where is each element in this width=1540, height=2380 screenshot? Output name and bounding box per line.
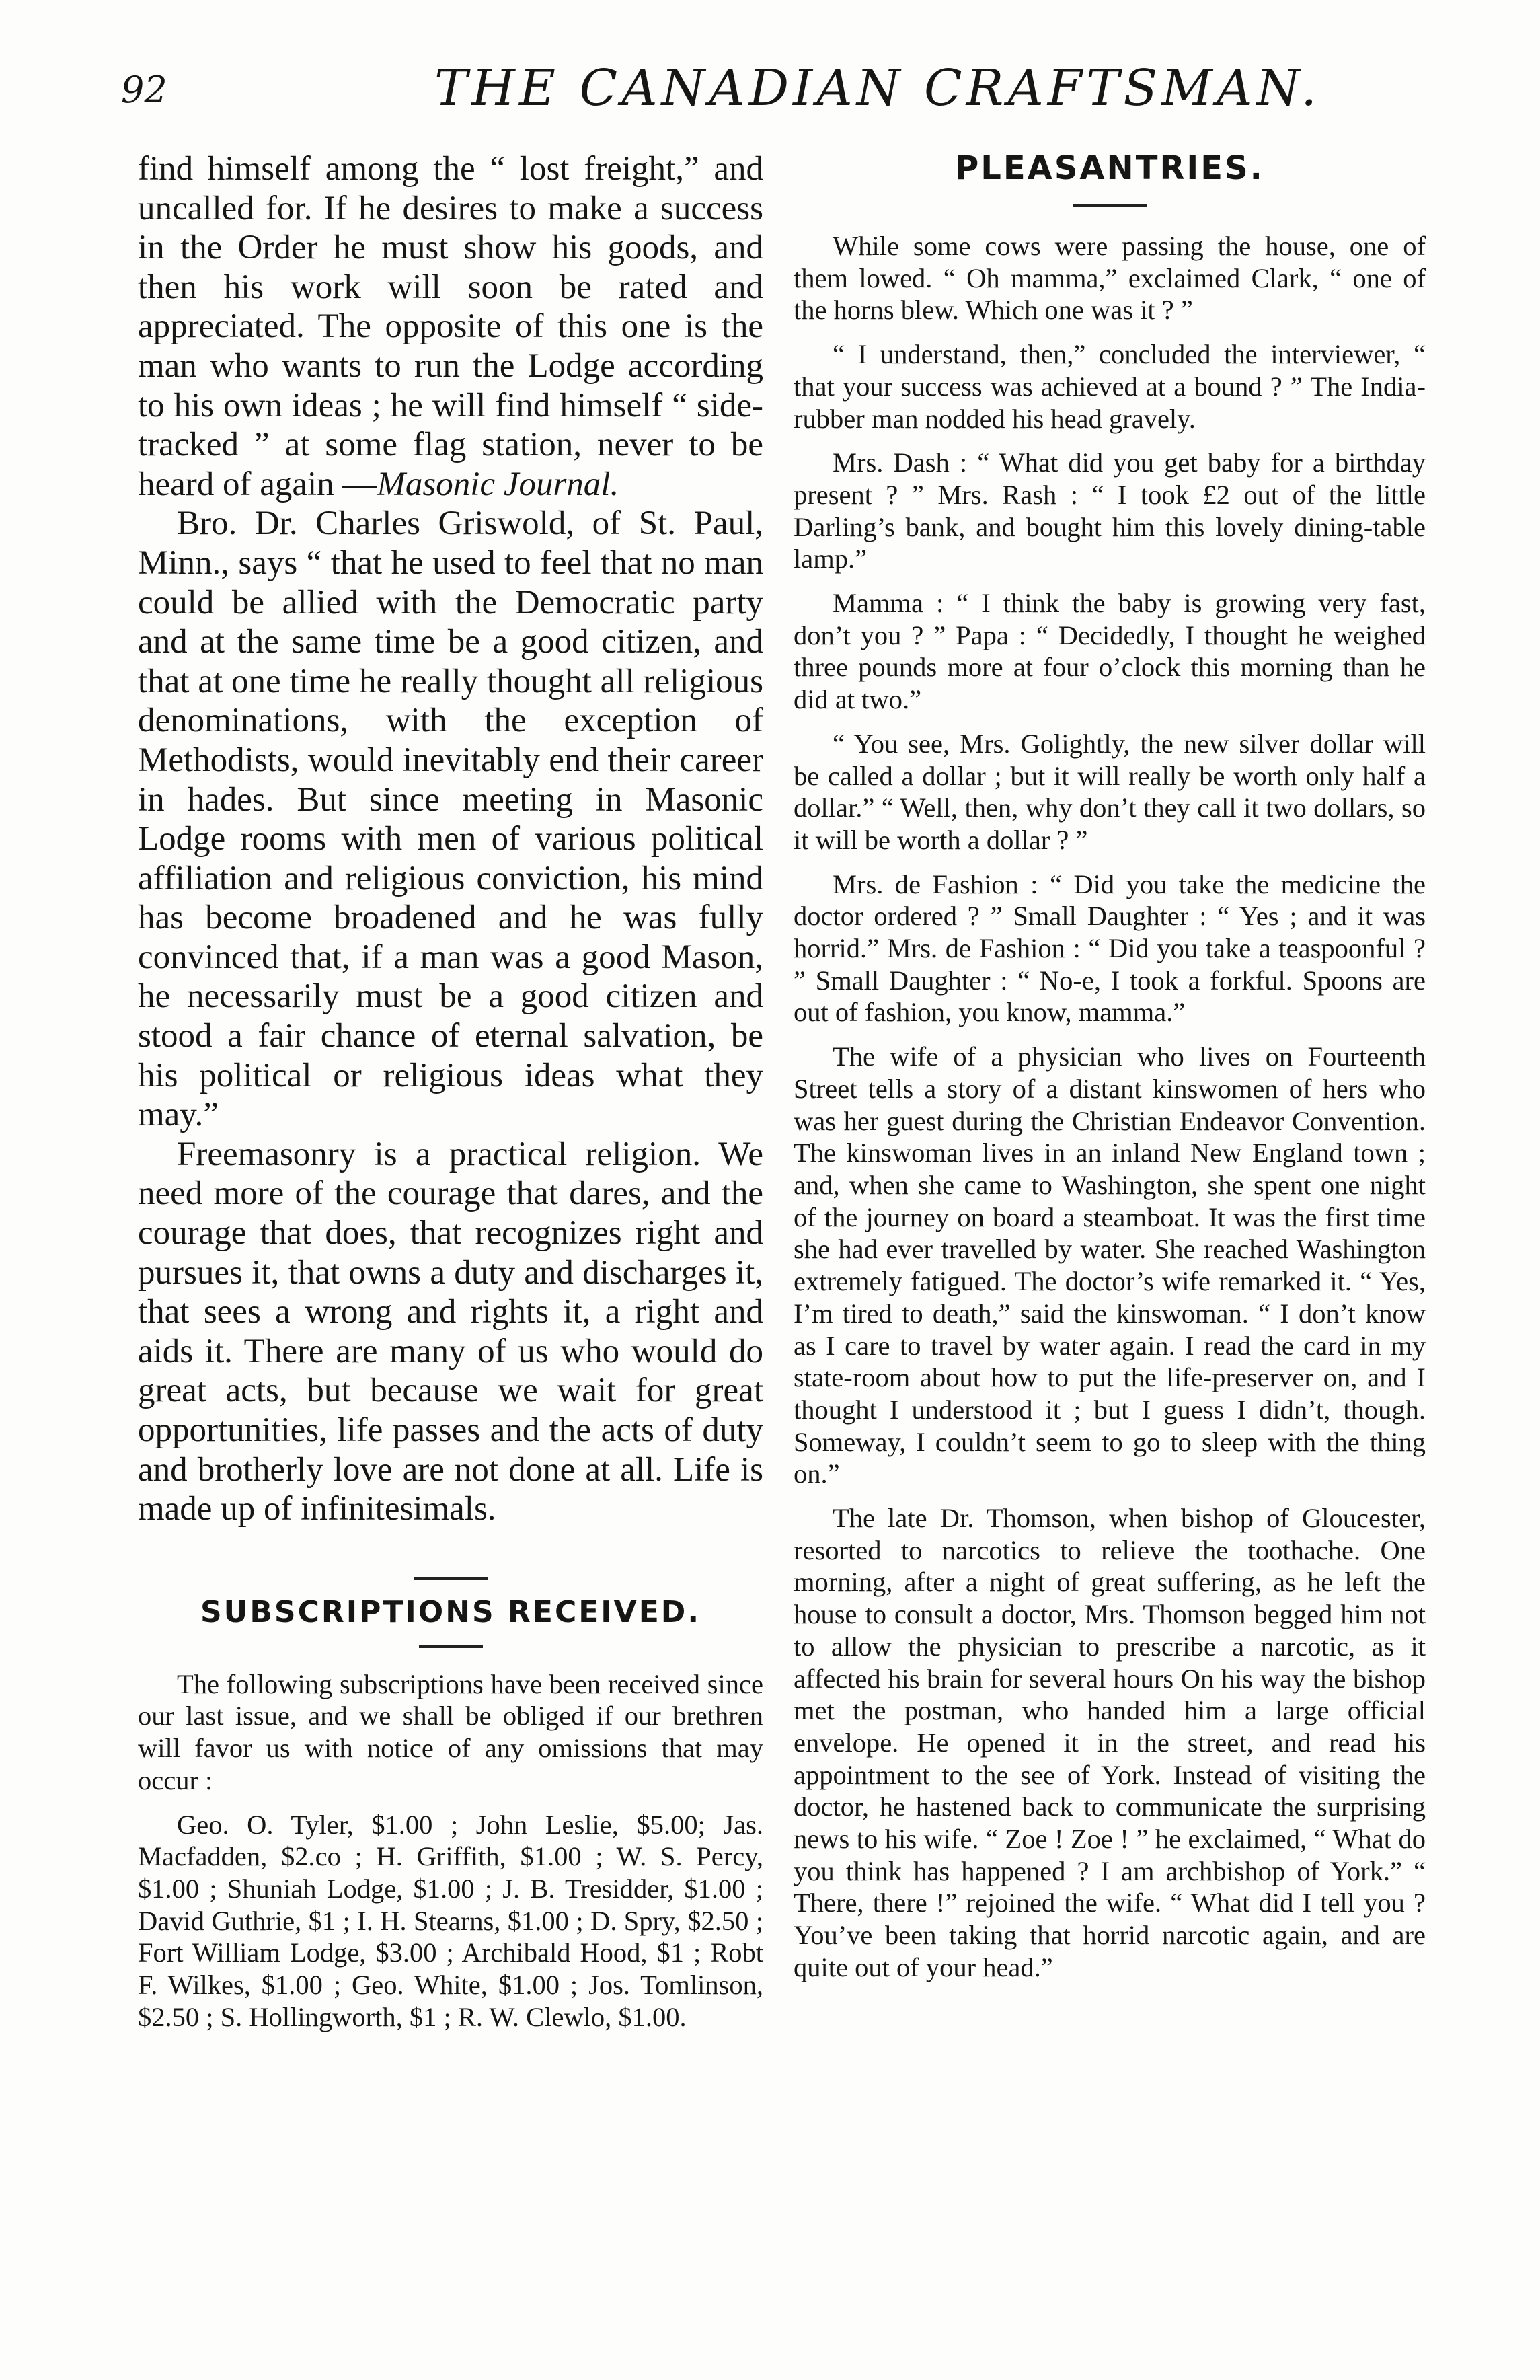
- heading-rule: [419, 1645, 483, 1648]
- anecdote-birthday-present: Mrs. Dash : “ What did you get baby for a birthday present ? ” Mrs. Rash : “ I took £2 out of the little Darling’s bank, and bought him this lovely dining-table lamp.”: [794, 447, 1426, 574]
- anecdote-baby-growing: Mamma : “ I think the baby is growing very fast, don’t you ? ” Papa : “ Decidedly, I thought he weighed three pounds more at four o’clock this morning than he did at two.”: [794, 588, 1426, 715]
- left-column: [138, 149, 763, 2046]
- right-column: [794, 149, 1426, 1996]
- subscriptions-heading: SUBSCRIPTIONS RECEIVED.: [200, 1594, 701, 1629]
- pleasantries-heading: PLEASANTRIES.: [955, 149, 1264, 187]
- page-header: [121, 59, 1432, 133]
- subscriptions-list: Geo. O. Tyler, $1.00 ; John Leslie, $5.00; Jas. Macfadden, $2.co ; H. Griffith, $1.00 ; W. S. Percy, $1.00 ; Shuniah Lodge, $1.00 ; J. B. Tresidder, $1.00 ; David Guthrie, $1 ; I. H. Stearns, $1.00 ; D. Spry, $2.50 ; Fort William Lodge, $3.00 ; Archibald Hood, $1 ; Robt F. Wilkes, $1.00 ; Geo. White, $1.00 ; Jos. Tomlinson, $2.50 ; S. Hollingworth, $1 ; R. W. Clewlo, $1.00.: [138, 1809, 763, 2032]
- anecdote-india-rubber-man: “ I understand, then,” concluded the interviewer, “ that your success was achieved at a bound ? ” The India-rubber man nodded his head gravely.: [794, 339, 1426, 434]
- anecdote-medicine: Mrs. de Fashion : “ Did you take the medicine the doctor ordered ? ” Small Daughter : “ Yes ; and it was horrid.” Mrs. de Fashion : “ Did you take a teaspoonful ? ” Small Daughter : “ No-e, I took a forkful. Spoons are out of fashion, you know, mamma.”: [794, 868, 1426, 1028]
- paragraph-text: find himself among the “ lost freight,” and uncalled for. If he desires to make a success in the Order he must show his goods, and then his work will soon be rated and appreciated. The opposite of this one is the man who wants to run the Lodge according to his own ideas ; he will find himself “ side-tracked ” at some flag station, never to be heard of again —: [138, 150, 763, 503]
- heading-rule: [1073, 204, 1147, 207]
- paragraph-freemasonry: Freemasonry is a practical religion. We need more of the courage that dares, and the courage that does, that recognizes right and pursues it, that owns a duty and discharges it, that sees a wrong and rights it, a right and aids it. There are many of us who would do great acts, but because we wait for great opportunities, life passes and the acts of duty and brotherly love are not done at all. Life is made up of infinitesimals.: [138, 1135, 763, 1528]
- paragraph-griswold: Bro. Dr. Charles Griswold, of St. Paul, Minn., says “ that he used to feel that no man could be allied with the Democratic party and at the same time be a good citizen, and that at one time he really thought all religious denominations, with the exception of Methodists, would inevitably end their career in hades. But since meeting in Masonic Lodge rooms with men of various political affiliation and religious conviction, his mind has become broadened and he was fully convinced that, if a man was a good Mason, he necessarily must be a good citizen and stood a fair chance of eternal salvation, be his political or religious ideas what they may.”: [138, 505, 763, 1134]
- anecdote-bishop-thomson: The late Dr. Thomson, when bishop of Gloucester, resorted to narcotics to relieve the toothache. One morning, after a night of great suffering, as he left the house to consult a doctor, Mrs. Thomson begged him not to allow the physician to prescribe a narcotic, as it affected his brain for several hours On his way the bishop met the postman, who handed him a large official envelope. He opened it in the street, and read his appointment to the see of York. Instead of visiting the doctor, he hastened back to communicate the surprising news to his wife. “ Zoe ! Zoe ! ” he exclaimed, “ What do you think has happened ? I am archbishop of York.” “ There, there !” rejoined the wife. “ What did I tell you ? You’ve been taking that horrid narcotic again, and are quite out of your head.”: [794, 1503, 1426, 1982]
- section-divider: [414, 1577, 488, 1580]
- page-number: 92: [121, 69, 167, 111]
- running-title: THE CANADIAN CRAFTSMAN.: [434, 59, 1321, 117]
- anecdote-silver-dollar: “ You see, Mrs. Golightly, the new silver dollar will be called a dollar ; but it will really be worth only half a dollar.” “ Well, then, why don’t they call it two dollars, so it will be worth a dollar ? ”: [794, 728, 1426, 855]
- anecdote-cows: While some cows were passing the house, one of them lowed. “ Oh mamma,” exclaimed Clark, “ one of the horns blew. Which one was it ? ”: [794, 231, 1426, 326]
- paragraph-lost-freight: [138, 149, 763, 504]
- subscriptions-intro: The following subscriptions have been received since our last issue, and we shall be obliged if our brethren will favor us with notice of any omissions that may occur :: [138, 1668, 763, 1795]
- source-citation: Masonic Journal.: [377, 465, 619, 503]
- anecdote-steamboat: The wife of a physician who lives on Fourteenth Street tells a story of a distant kinswomen of hers who was her guest during the Christian Endeavor Convention. The kinswoman lives in an inland New England town ; and, when she came to Washington, she spent one night of the journey on board a steamboat. It was the first time she had ever travelled by water. She reached Washington extremely fatigued. The doctor’s wife remarked it. “ Yes, I’m tired to death,” said the kinswoman. “ I don’t know as I care to travel by water again. I read the card in my state-room about how to put the life-preserver on, and I thought I understood it ; but I guess I didn’t, though. Someway, I couldn’t seem to go to sleep with the thing on.”: [794, 1041, 1426, 1489]
